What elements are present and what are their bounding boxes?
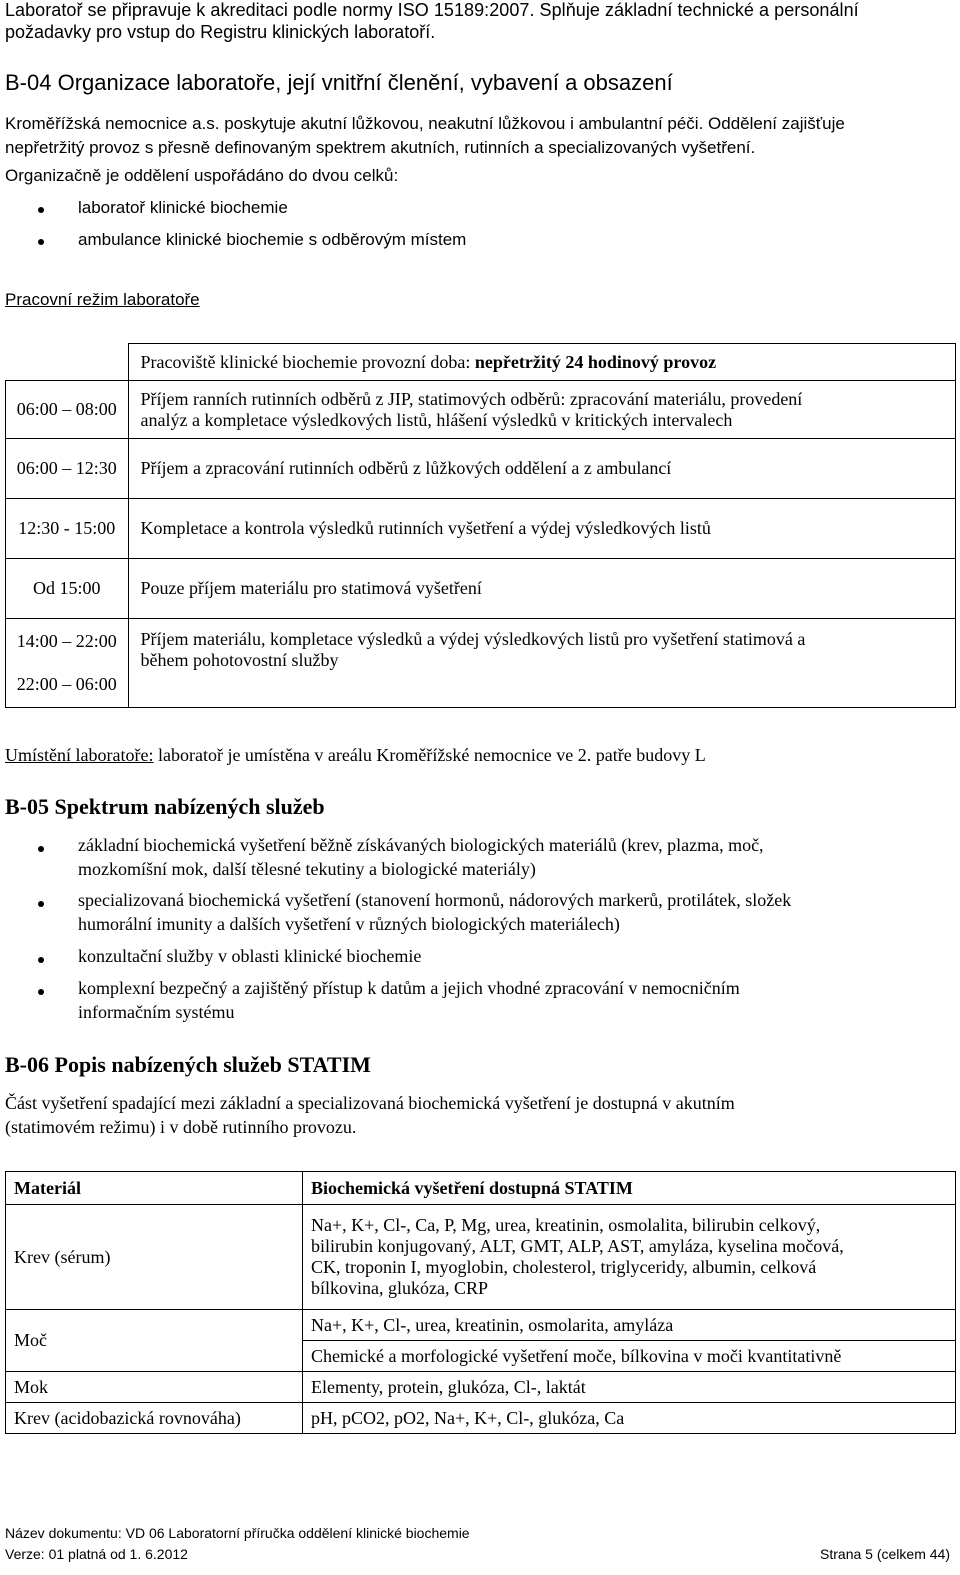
service-item: konzultační služby v oblasti klinické biochemie [78, 946, 422, 966]
service-item-continued: humorální imunity a dalších vyšetření v různých biologických materiálech) [78, 914, 620, 934]
material-cell: Moč [6, 1310, 303, 1372]
material-cell: Mok [6, 1372, 303, 1403]
material-cell: Krev (acidobazická rovnováha) [6, 1403, 303, 1434]
time-cell: 14:00 – 22:00 22:00 – 06:00 [6, 619, 129, 708]
time-cell: Od 15:00 [6, 559, 129, 619]
location-line [5, 745, 706, 766]
schedule-text-cell: Příjem a zpracování rutinních odběrů z lůžkových oddělení a z ambulancí [128, 439, 956, 499]
table-row [6, 439, 956, 499]
service-item: specializovaná biochemická vyšetření (stanovení hormonů, nádorových markerů, protilátek, složek [78, 890, 792, 910]
statim-table [5, 1171, 956, 1434]
footer-page-number: Strana 5 (celkem 44) [820, 1546, 950, 1562]
bullet-icon [38, 989, 44, 995]
table-row [6, 619, 956, 708]
section-b05-heading: B-05 Spektrum nabízených služeb [5, 794, 325, 819]
b04-paragraph-line-1: Kroměřížská nemocnice a.s. poskytuje akutní lůžkovou, neakutní lůžkovou i ambulantní péči. Oddělení zajišťuje [5, 114, 845, 133]
table-row [6, 1205, 956, 1310]
section-b04-heading: B-04 Organizace laboratoře, její vnitřní členění, vybavení a obsazení [5, 70, 673, 95]
table-row [6, 1372, 956, 1403]
service-item: základní biochemická vyšetření běžně získávaných biologických materiálů (krev, plazma, moč, [78, 835, 764, 855]
schedule-title: Pracovní režim laboratoře [5, 290, 200, 309]
service-item: komplexní bezpečný a zajištěný přístup k datům a jejich vhodné zpracování v nemocničním [78, 978, 740, 998]
schedule-text-cell: Pouze příjem materiálu pro statimová vyšetření [128, 559, 956, 619]
schedule-table [5, 343, 956, 708]
service-item-continued: informačním systému [78, 1002, 235, 1022]
schedule-text-cell: Příjem ranních rutinních odběrů z JIP, statimových odběrů: zpracování materiálu, provedení analýz a kompletace výsledkových listů, hlášení výsledků v kritických intervalech [128, 381, 956, 439]
schedule-header-bold: nepřetržitý 24 hodinový provoz [474, 351, 717, 372]
table-header-row [6, 1172, 956, 1205]
intro-line-2: požadavky pro vstup do Registru klinických laboratoří. [5, 22, 436, 42]
bullet-icon [38, 846, 44, 852]
material-cell: Krev (sérum) [6, 1205, 303, 1310]
location-label: Umístění laboratoře: [5, 745, 154, 765]
schedule-header-cell: Pracoviště klinické biochemie provozní doba: nepřetržitý 24 hodinový provoz [128, 344, 956, 381]
column-header-material: Materiál [6, 1172, 303, 1205]
service-item-continued: mozkomíšní mok, další tělesné tekutiny a biologické materiály) [78, 859, 536, 879]
table-row [6, 1310, 956, 1341]
tests-cell: Na+, K+, Cl-, Ca, P, Mg, urea, kreatinin, osmolalita, bilirubin celkový, bilirubin konjugovaný, ALT, GMT, ALP, AST, amyláza, kyselina močová, CK, troponin I, myoglobin, cholesterol, triglyceridy, albumin, celková bílkovina, glukóza, CRP [303, 1205, 956, 1310]
table-row [6, 499, 956, 559]
b04-organization-text: Organizačně je oddělení uspořádáno do dvou celků: [5, 166, 399, 185]
tests-cell: pH, pCO2, pO2, Na+, K+, Cl-, glukóza, Ca [303, 1403, 956, 1434]
tests-cell: Chemické a morfologické vyšetření moče, bílkovina v moči kvantitativně [303, 1341, 956, 1372]
time-cell: 06:00 – 12:30 [6, 439, 129, 499]
column-header-tests: Biochemická vyšetření dostupná STATIM [303, 1172, 956, 1205]
table-row [6, 381, 956, 439]
tests-cell: Na+, K+, Cl-, urea, kreatinin, osmolarita, amyláza [303, 1310, 956, 1341]
table-row [6, 1403, 956, 1434]
section-b06-heading: B-06 Popis nabízených služeb STATIM [5, 1052, 371, 1077]
tests-cell: Elementy, protein, glukóza, Cl-, laktát [303, 1372, 956, 1403]
time-cell: 06:00 – 08:00 [6, 381, 129, 439]
b06-paragraph-line-2: (statimovém režimu) i v době rutinního provozu. [5, 1117, 357, 1137]
schedule-text-cell: Kompletace a kontrola výsledků rutinních vyšetření a výdej výsledkových listů [128, 499, 956, 559]
bullet-icon [38, 957, 44, 963]
bullet-icon [38, 207, 44, 213]
unit-item: laboratoř klinické biochemie [78, 198, 288, 217]
time-cell: 12:30 - 15:00 [6, 499, 129, 559]
table-row [6, 344, 956, 381]
table-row [6, 559, 956, 619]
bullet-icon [38, 239, 44, 245]
bullet-icon [38, 901, 44, 907]
b04-paragraph-line-2: nepřetržitý provoz s přesně definovaným spektrem akutních, rutinních a specializovaných vyšetření. [5, 138, 756, 157]
location-text: laboratoř je umístěna v areálu Kroměřížské nemocnice ve 2. patře budovy L [153, 745, 706, 765]
footer-version: Verze: 01 platná od 1. 6.2012 [5, 1546, 188, 1562]
footer-document-name: Název dokumentu: VD 06 Laboratorní příručka oddělení klinické biochemie [5, 1525, 470, 1541]
b06-paragraph-line-1: Část vyšetření spadající mezi základní a specializovaná biochemická vyšetření je dostupná v akutním [5, 1093, 735, 1113]
schedule-text-cell: Příjem materiálu, kompletace výsledků a výdej výsledkových listů pro vyšetření statimová a během pohotovostní služby [128, 619, 956, 708]
unit-item: ambulance klinické biochemie s odběrovým místem [78, 230, 467, 249]
intro-line-1: Laboratoř se připravuje k akreditaci podle normy ISO 15189:2007. Splňuje základní technické a personální [5, 0, 859, 20]
